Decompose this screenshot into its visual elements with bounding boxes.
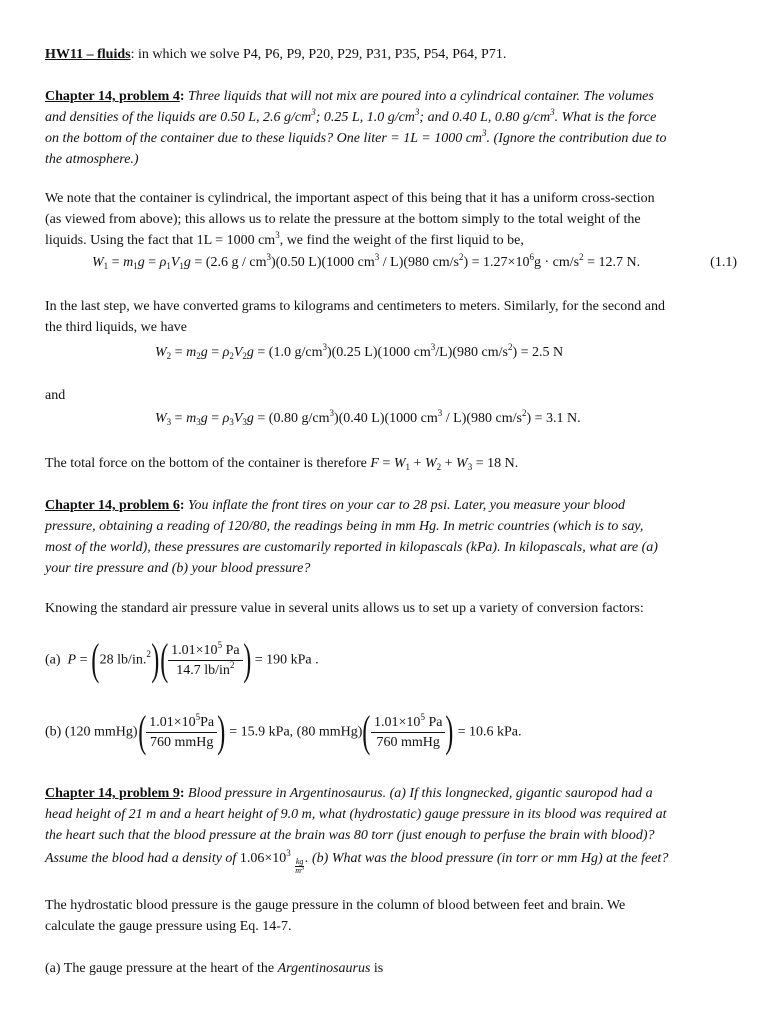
p6-answer-intro: Knowing the standard air pressure value in several units allows us to set up a variety of conversion factors:	[45, 601, 644, 616]
equation-w2: $W_2 = m_2g = \rho_2V_2g = (1.0$ $g/cm^3)(0.25$ L)(1000 $cm^3/L)(980$ $cm/s^2) = 2.5$ N	[155, 342, 564, 361]
p4-answer-intro: We note that the container is cylindrical, the important aspect of this being that it has a uniform cross-section (as viewed from above); this allows us to relate the pressure at the bottom simply to the total weight of the liquids. Using the fact that 1L = 1000 $cm^3$, we find the weight of the first liquid to be,	[45, 191, 655, 248]
equation-1-1: $W_1 = m_1g = \rho_1V_1g = (2.6$ g / $cm^3)(0.50$ L)(1000 $cm^3 / L)(980$ $cm/s^2) = 1.27\times 10^6g \cdot cm/s^2 = 12.7$ N. (1.1)	[92, 252, 737, 271]
p4-paragraph-2: In the last step, we have converted grams to kilograms and centimeters to meters. Similarly, for the second and the third liquids, we have	[45, 299, 665, 335]
equation-number: (1.1)	[710, 255, 737, 270]
p4-question: Chapter 14, problem 4: Three liquids that will not mix are poured into a cylindrical container. The volumes and densities of the liquids are 0.50 L, 2.6 $g/cm^3$; 0.25 L, 1.0 $g/cm^3$; and 0.40 L, 0.80 $g/cm^3$. What is the force on the bottom of the container due to these liquids? One liter = 1L = 1000 $cm^3$. (Ignore the contribution due to the atmosphere.)	[45, 89, 667, 167]
equation-6b: (b) (120 mmHg)( $\frac{1.01\times 10^5Pa}{\text{760 mmHg}}$ ) = 15.9 kPa, (80 mmHg)( $\frac{1.01\times 10^5 Pa}{\text{760 mmHg}}$ ) = 10.6 kPa.	[45, 707, 522, 756]
equation-6a: (a) P = (28 lb/in.$^2$)( $\frac{1.01\times 10^5 Pa}{14.7 lb/in^2}$ ) = 190 kPa .	[45, 635, 319, 684]
p6-question: Chapter 14, problem 6: You inflate the front tires on your car to 28 psi. Later, you measure your blood pressure, obtaining a reading of 120/80, the readings being in mm Hg. In metric countries (which is to say, most of the world), these pressures are customarily reported in kilopascals (kPa). In kilopascals, what are (a) your tire pressure and (b) your blood pressure?	[45, 498, 658, 576]
p4-heading: Chapter 14, problem 4	[45, 89, 180, 104]
equation-w3: $W_3 = m_3g = \rho_3V_3g = (0.80$ $g/cm^3)(0.40$ L)(1000 $cm^3 / L)(980$ $cm/s^2) = 3.1$ N.	[155, 408, 581, 427]
p9-heading: Chapter 14, problem 9	[45, 786, 180, 801]
total-force-line: The total force on the bottom of the container is therefore $F = W_1 + W_2 + W_3 = 18$ N.	[45, 456, 519, 472]
hw-title-line	[45, 44, 735, 65]
p9-question: Chapter 14, problem 9: Blood pressure in Argentinosaurus. (a) If this longnecked, gigantic sauropod had a head height of 21 m and a heart height of 9.0 m, what (hydrostatic) gauge pressure in its blood was required at the heart such that the blood pressure at the brain was 80 torr (just enough to perfuse the brain with blood)? Assume the blood had a density of $1.06\times 10^3$ $\frac{kg}{m^3}$ . (b) What was the blood pressure (in torr or mm Hg) at the feet?	[45, 786, 669, 875]
p9-part-a: (a) The gauge pressure at the heart of the Argentinosaurus is	[45, 961, 384, 976]
hw-title-rest: : in which we solve P4, P6, P9, P20, P29, P31, P35, P54, P64, P71.	[130, 47, 507, 62]
p6-heading: Chapter 14, problem 6	[45, 498, 180, 513]
p9-answer: The hydrostatic blood pressure is the gauge pressure in the column of blood between feet and brain. We calculate the gauge pressure using Eq. 14-7.	[45, 898, 626, 934]
hw-title: HW11 – fluids	[45, 47, 131, 62]
and-word: and	[45, 388, 66, 403]
